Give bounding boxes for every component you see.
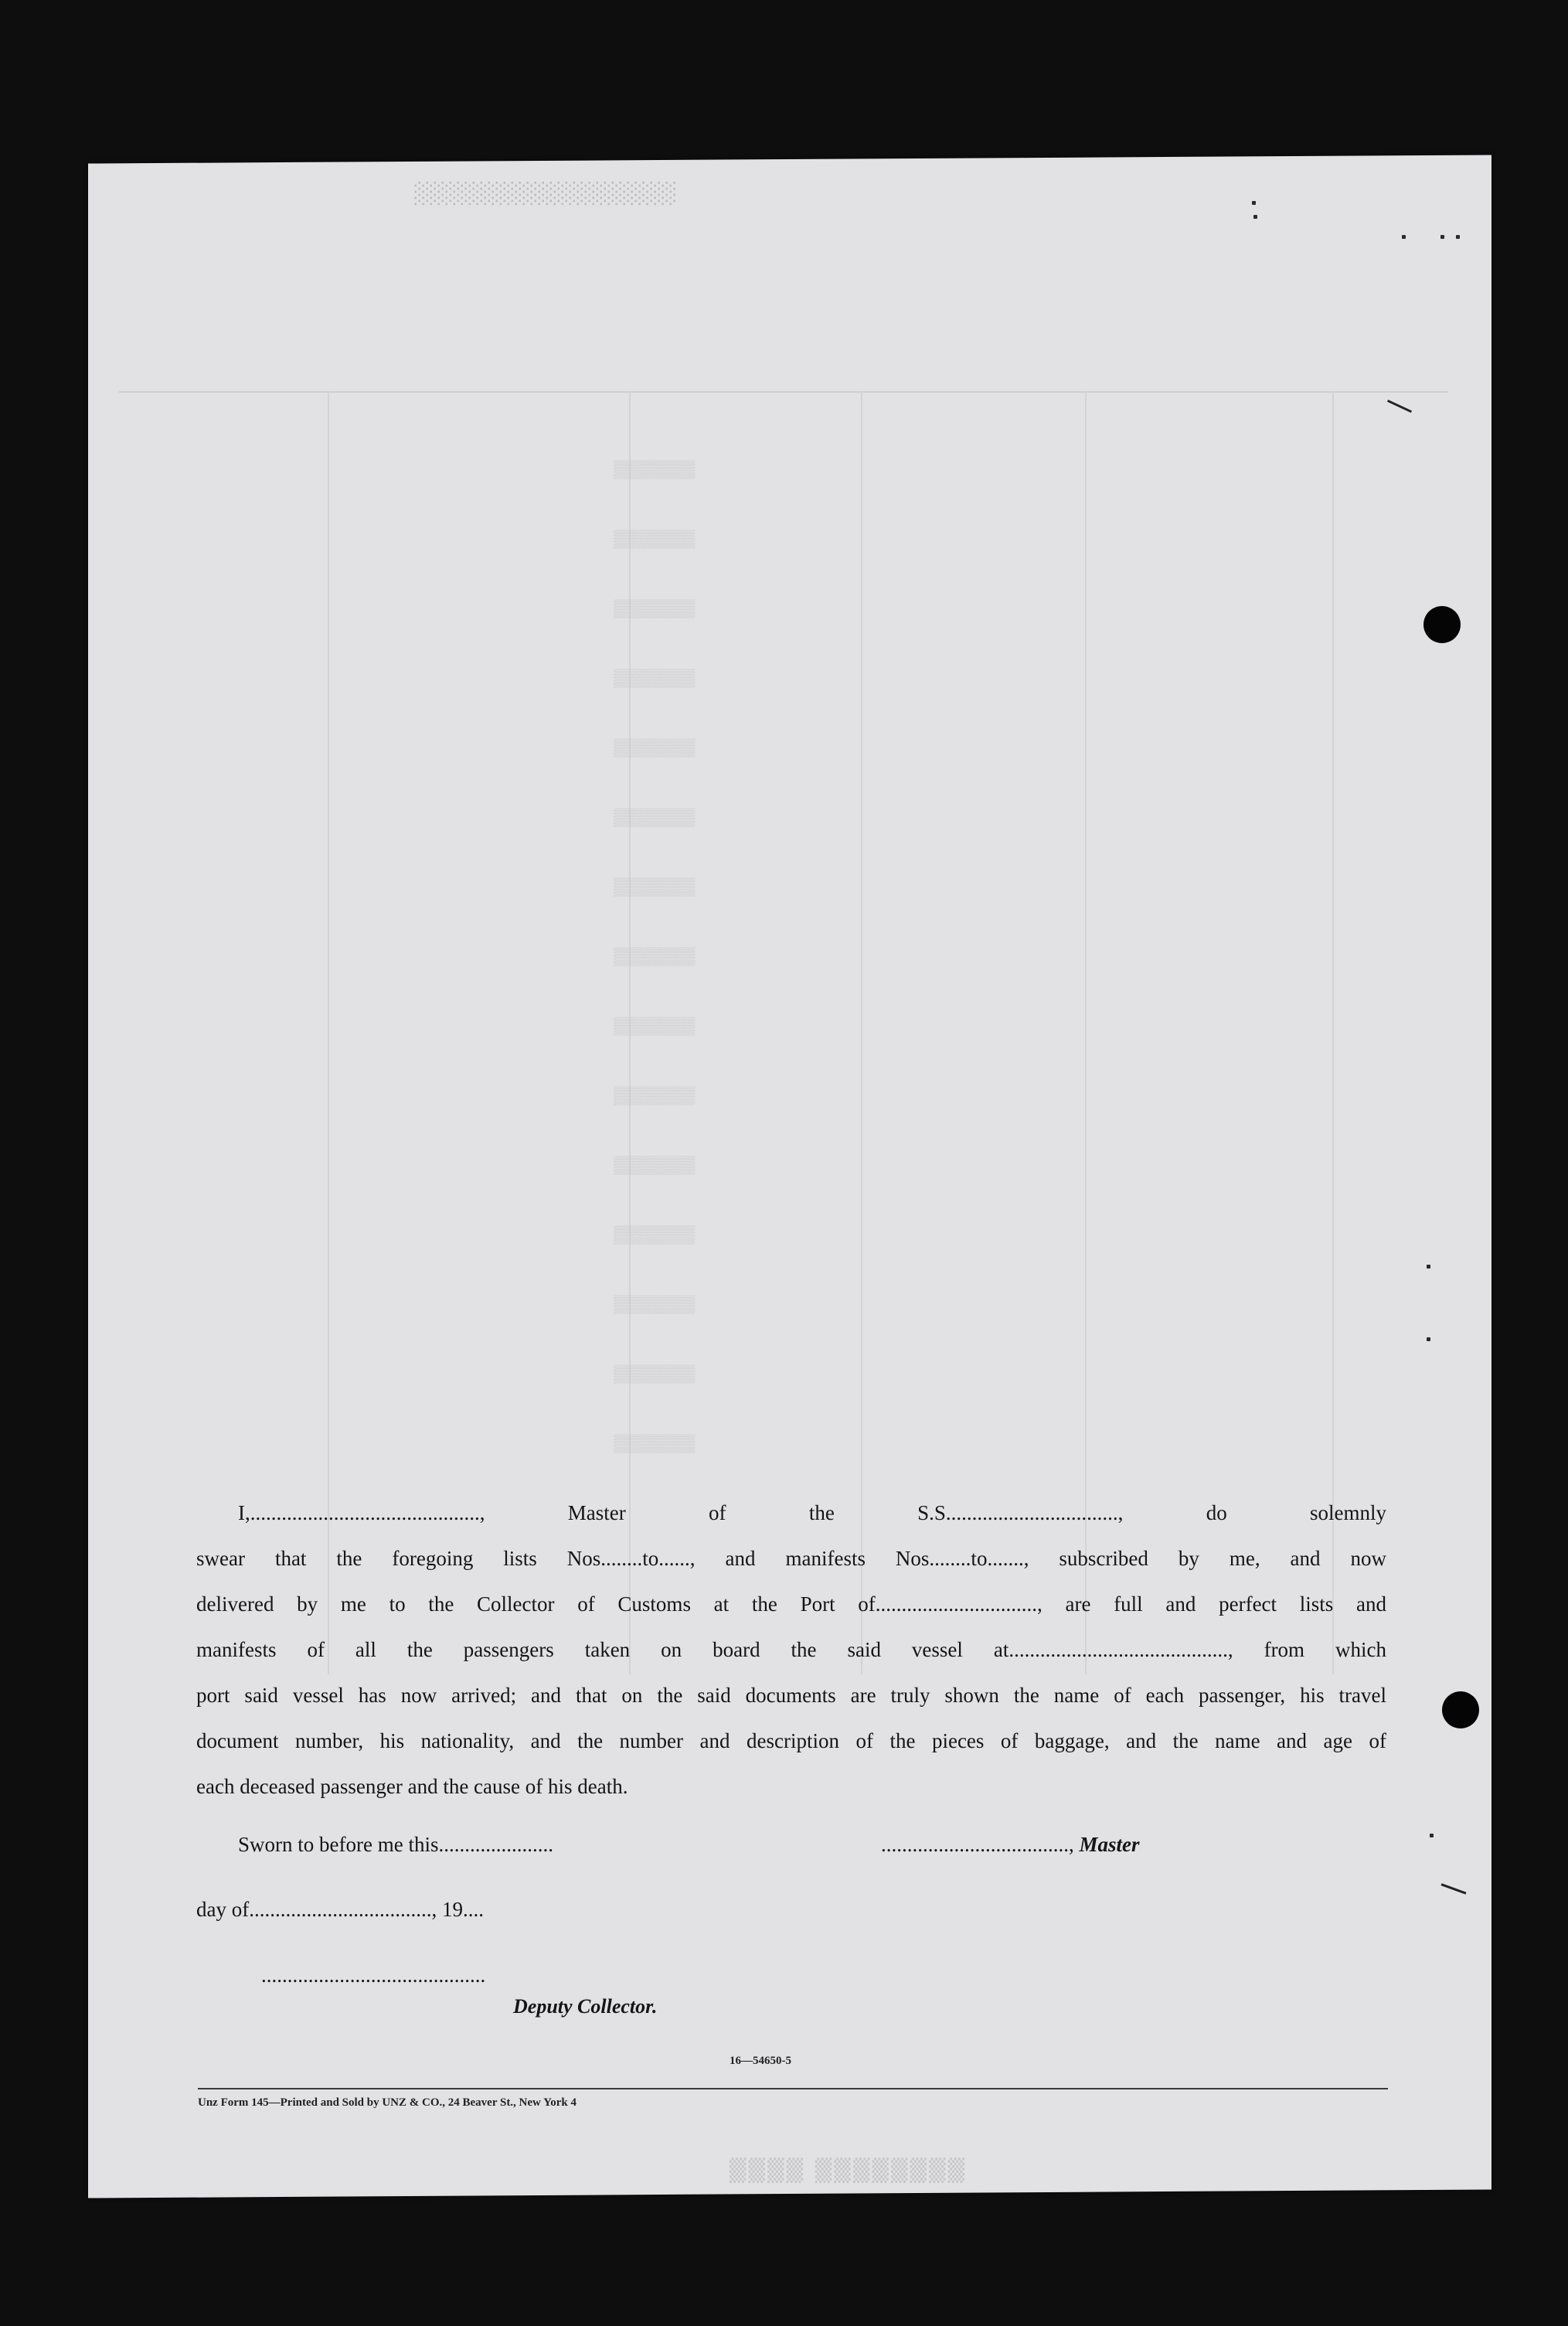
bleed-through-text: ▒▒▒▒▒▒▒▒ — [614, 669, 696, 689]
bleed-through-column-line — [1085, 391, 1087, 1674]
speck — [1427, 1337, 1430, 1341]
master-signature-dots: ...................................., — [881, 1833, 1074, 1856]
bleed-through-rule — [119, 391, 1448, 393]
punch-hole — [1442, 1691, 1479, 1728]
oath-line: delivered by me to the Collector of Customs at the Port of..............................., are full and perfect lists and — [196, 1592, 1386, 1616]
bleed-through-text: ▒▒▒▒▒▒▒▒ — [614, 1365, 696, 1384]
speck — [1402, 235, 1406, 239]
bleed-through-text: ▒▒▒▒▒▒▒▒ — [614, 948, 696, 967]
bleed-through-text: ▒▒▒▒▒▒▒▒ — [614, 809, 696, 828]
speck — [1441, 1883, 1467, 1894]
bleed-through-text: ▒▒▒▒▒▒▒▒ — [614, 1156, 696, 1176]
bleed-through-text: ▒▒▒▒▒▒▒▒ — [614, 530, 696, 550]
speck — [1440, 235, 1444, 239]
punch-hole — [1423, 606, 1461, 643]
bleed-through-text: ▒▒▒▒▒▒▒▒ — [614, 878, 696, 897]
bleed-through-text: ▒▒▒▒▒▒▒▒ — [614, 1296, 696, 1315]
form-number: 16—54650-5 — [730, 2055, 791, 2067]
oath-line: manifests of all the passengers taken on board the said vessel at.........................................., from which — [196, 1638, 1386, 1661]
master-signature-line — [881, 1833, 1140, 1857]
speck — [1387, 400, 1412, 413]
speck — [1427, 1265, 1430, 1269]
deputy-collector-label: Deputy Collector. — [513, 1995, 658, 2018]
speck — [1252, 201, 1256, 205]
bleed-through-column-line — [861, 391, 862, 1674]
oath-paragraph — [196, 1490, 1386, 1810]
publisher-imprint: Unz Form 145—Printed and Sold by UNZ & CO., 24 Beaver St., New York 4 — [198, 2096, 577, 2109]
bleed-through-text: ▒▒▒▒▒▒▒▒ — [614, 1017, 696, 1037]
oath-line: I,............................................, Master of the S.S................................., do solemnly — [238, 1501, 1386, 1524]
sworn-line: Sworn to before me this...................... — [238, 1833, 553, 1856]
bleed-through-stamp: ▒▒▒▒ ▒▒▒▒▒▒▒▒ — [730, 2157, 968, 2183]
oath-line: port said vessel has now arrived; and that on the said documents are truly shown the name of each passenger, his travel — [196, 1684, 1386, 1707]
speck — [1253, 215, 1257, 219]
bleed-through-text: ▒▒▒▒▒▒▒▒ — [614, 1226, 696, 1245]
oath-line: each deceased passenger and the cause of his death. — [196, 1775, 628, 1798]
bleed-through-text: ▒▒▒▒▒▒▒▒ — [614, 600, 696, 619]
day-line: day of..................................., 19.... — [196, 1898, 484, 1921]
footer-rule — [198, 2088, 1388, 2089]
bleed-through-heading: ░░░░░░░░░░░░░░░░░ — [413, 182, 675, 206]
document-page — [88, 155, 1491, 2198]
speck — [1430, 1834, 1434, 1837]
bleed-through-text: ▒▒▒▒▒▒▒▒ — [614, 1087, 696, 1106]
bleed-through-text: ▒▒▒▒▒▒▒▒ — [614, 1435, 696, 1454]
bleed-through-text: ▒▒▒▒▒▒▒▒ — [614, 461, 696, 480]
speck — [1456, 235, 1460, 239]
deputy-collector-signature-dots: ........................................... — [261, 1963, 486, 1987]
master-label: Master — [1079, 1833, 1140, 1856]
bleed-through-text: ▒▒▒▒▒▒▒▒ — [614, 739, 696, 758]
bleed-through-column-line — [1332, 391, 1334, 1674]
bleed-through-column-line — [328, 391, 329, 1674]
oath-line: swear that the foregoing lists Nos........to......, and manifests Nos........to......., subscribed by me, and now — [196, 1547, 1386, 1570]
oath-line: document number, his nationality, and the number and description of the pieces of baggage, and the name and age of — [196, 1729, 1386, 1752]
